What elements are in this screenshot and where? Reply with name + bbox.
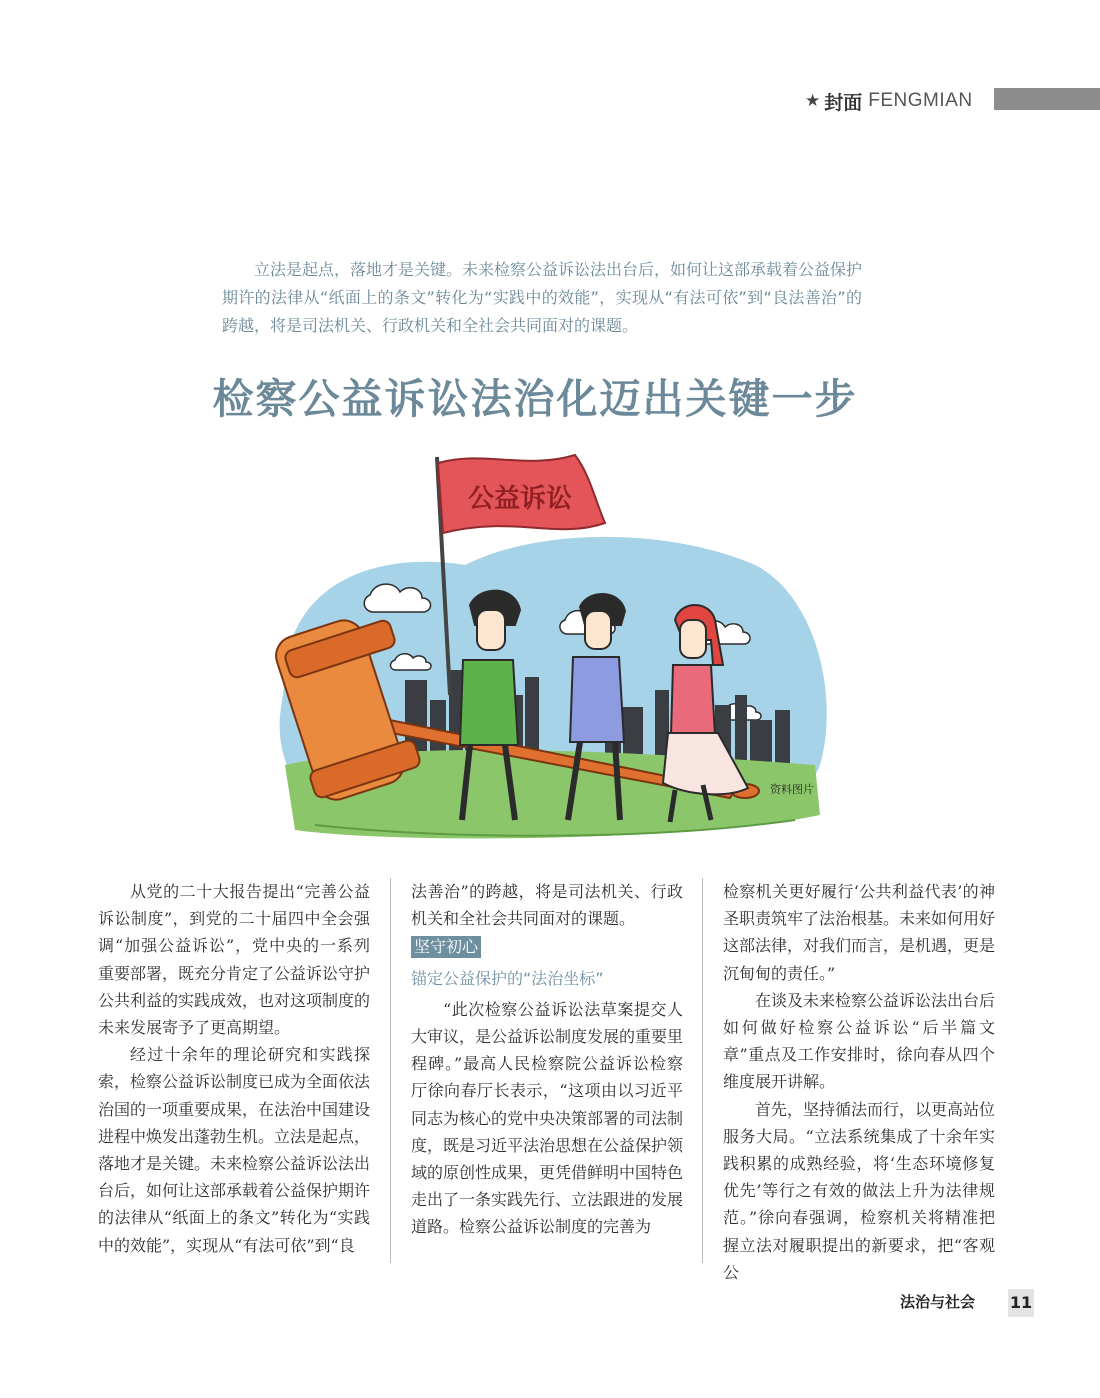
paragraph: 检察机关更好履行‘公共利益代表’的神圣职责筑牢了法治根基。未来如何用好这部法律，对我们而言，是机遇，更是沉甸甸的责任。” [723,882,996,983]
paragraph: 从党的二十大报告提出“完善公益诉讼制度”，到党的二十届四中全会强调“加强公益诉讼”，党中央的一系列重要部署，既充分肯定了公益诉讼守护公共利益的实践成效，也对这项制度的未来发展寄予了更高期望。 [98,882,371,1038]
magazine-name: 法治与社会 [900,1293,976,1311]
section-name-cn: 封面 [824,91,863,114]
paragraph: 在谈及未来检察公益诉讼法出台后如何做好检察公益诉讼“后半篇文章”重点及工作安排时，徐向春从四个维度展开讲解。 [723,990,996,1092]
paragraph: 首先，坚持循法而行，以更高站位服务大局。“立法系统集成了十余年实践积累的成熟经验，将‘生态环境修复优先’等行之有效的做法上升为法律规范。”徐向春强调，检察机关将精准把握立法对履职提出的新要求，把“客观公 [723,1099,996,1282]
lead-text: 立法是起点，落地才是关键。未来检察公益诉讼法出台后，如何让这部承载着公益保护期许的法律从“纸面上的条文”转化为“实践中的效能”，实现从“有法可依”到“良法善治”的跨越，将是司法机关、行政机关和全社会共同面对的课题。 [222,260,863,335]
column-divider [390,878,391,1263]
image-credit: 资料图片 [770,783,814,796]
flag-text: 公益诉讼 [467,484,573,514]
column-3 [723,878,995,1286]
paragraph: 经过十余年的理论研究和实践探索，检察公益诉讼制度已成为全面依法治国的一项重要成果，在法治中国建设进程中焕发出蓬勃生机。立法是起点，落地才是关键。未来检察公益诉讼法出台后，如何让这部承载着公益保护期许的法律从“纸面上的条文”转化为“实践中的效能”，实现从“有法可依”到“良 [98,1045,371,1255]
subheading-tag: 坚守初心 [411,936,481,958]
header-bar [994,88,1100,110]
column-2 [411,878,683,1241]
paragraph: 法善治”的跨越，将是司法机关、行政机关和全社会共同面对的课题。 [411,882,683,929]
column-1 [98,878,370,1259]
cover-illustration [255,445,835,855]
section-name-en: FENGMIAN [868,90,973,111]
section-header [805,88,973,114]
page-number: 11 [1008,1289,1034,1317]
star-icon: ★ [805,91,821,111]
subheading: 锚定公益保护的“法治坐标” [411,968,604,988]
column-divider [702,878,703,1263]
article-title: 检察公益诉讼法治化迈出关键一步 [212,375,858,423]
paragraph: “此次检察公益诉讼法草案提交人大审议，是公益诉讼制度发展的重要里程碑。”最高人民检察院公益诉讼检察厅徐向春厅长表示，“这项由以习近平同志为核心的党中央决策部署的司法制度，既是习近平法治思想在公益保护领域的原创性成果，更凭借鲜明中国特色走出了一条实践先行、立法跟进的发展道路。检察公益诉讼制度的完善为 [411,999,684,1237]
lead-paragraph [222,256,862,340]
article-body [98,878,996,1282]
